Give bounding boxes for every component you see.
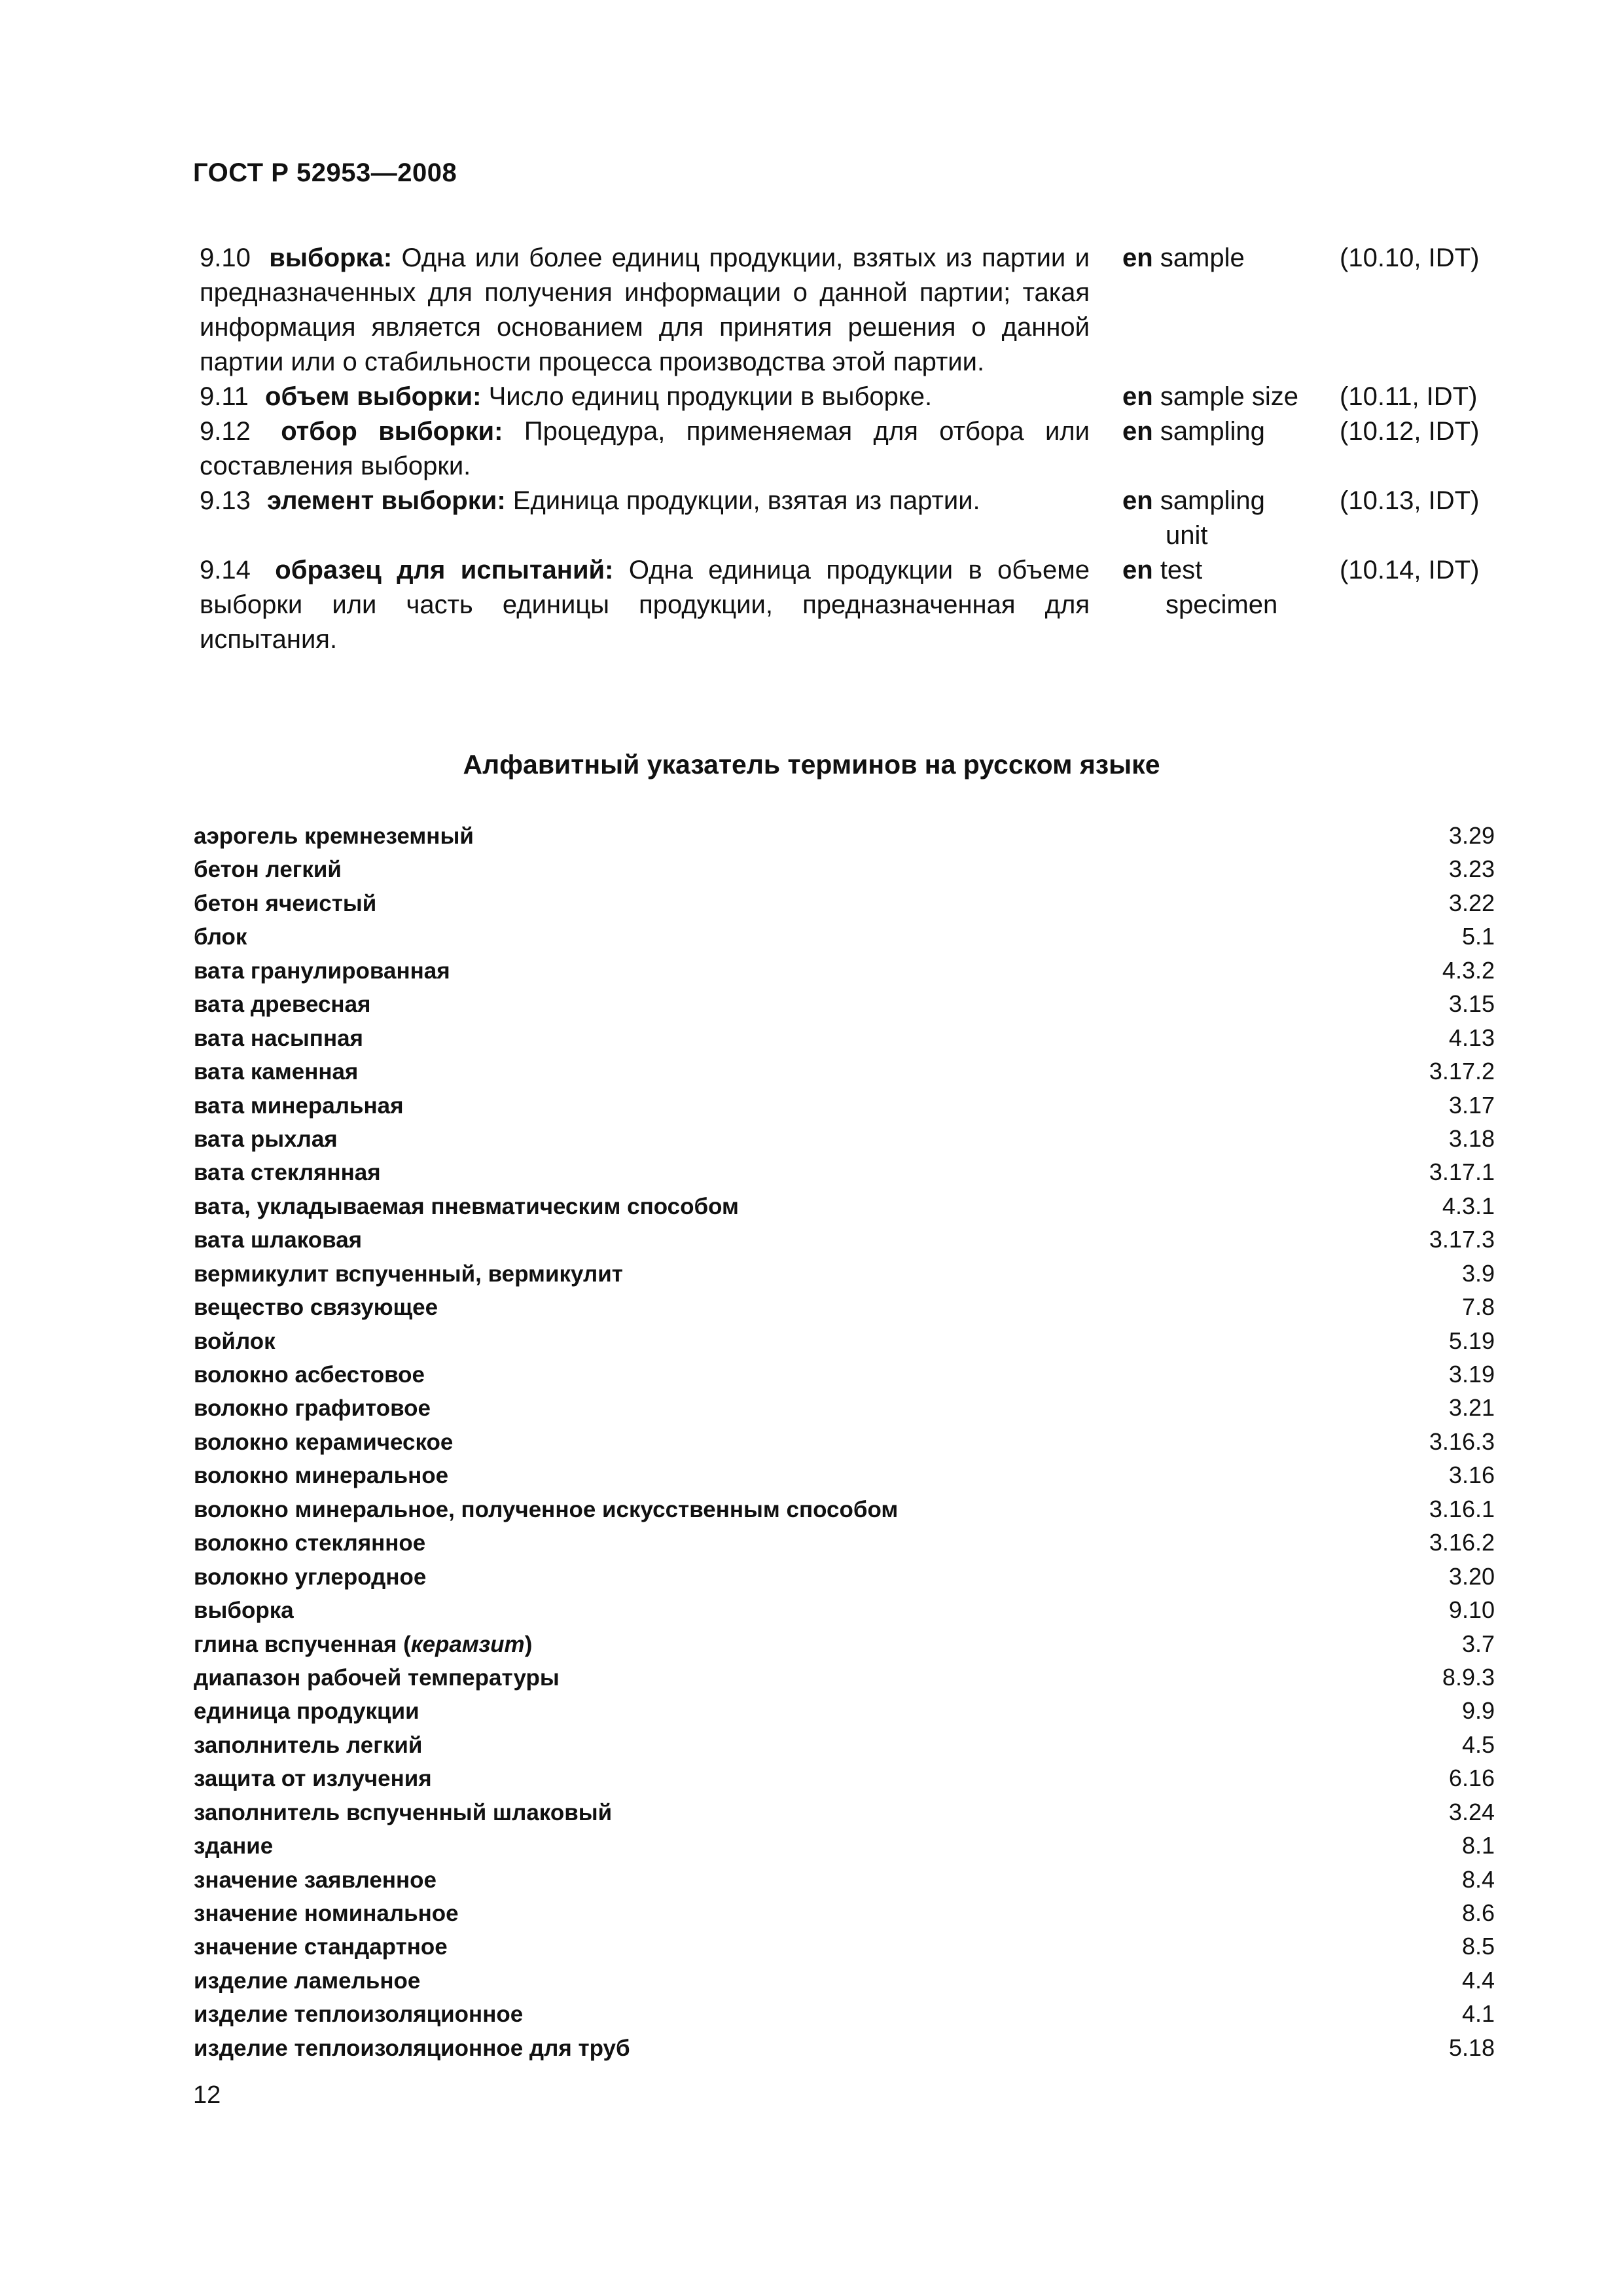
index-term: аэрогель кремнеземный xyxy=(194,823,474,849)
index-entry xyxy=(194,819,1495,852)
index-ref: 3.21 xyxy=(1448,1394,1495,1422)
index-term: заполнитель вспученный шлаковый xyxy=(194,1799,613,1825)
term-title: образец для испытаний: xyxy=(275,556,614,584)
term-reference: (10.11, IDT) xyxy=(1340,382,1478,411)
term-entry xyxy=(200,241,1499,380)
index-entry xyxy=(194,2031,1495,2064)
index-entry xyxy=(194,1761,1495,1795)
index-term: волокно углеродное xyxy=(194,1564,427,1590)
index-entry xyxy=(194,1593,1495,1626)
index-term: волокно минеральное xyxy=(194,1463,449,1489)
index-ref: 3.16 xyxy=(1448,1462,1495,1489)
index-entry xyxy=(194,1526,1495,1559)
index-term: здание xyxy=(194,1833,274,1859)
index-term-suffix: ) xyxy=(524,1631,533,1657)
term-entry xyxy=(200,484,1499,553)
index-ref: 8.5 xyxy=(1461,1933,1495,1960)
index-entry xyxy=(194,1896,1495,1929)
index-entry xyxy=(194,954,1495,987)
index-term: волокно асбестовое xyxy=(194,1362,425,1388)
index-ref: 3.24 xyxy=(1448,1798,1495,1825)
term-definition: Единица продукции, взятая из партии. xyxy=(512,486,980,515)
term-english xyxy=(1122,484,1319,553)
index-entry xyxy=(194,1929,1495,1963)
index-entry xyxy=(194,1863,1495,1896)
index-term: вермикулит вспученный, вермикулит xyxy=(194,1261,623,1287)
index-term: изделие теплоизоляционное xyxy=(194,2001,524,2028)
index-term-italic: керамзит xyxy=(410,1631,525,1657)
index-ref: 8.9.3 xyxy=(1442,1663,1495,1691)
index-term: волокно графитовое xyxy=(194,1395,431,1422)
index-ref: 6.16 xyxy=(1448,1765,1495,1792)
term-english xyxy=(1122,553,1319,622)
term-english-text-line2: specimen xyxy=(1166,590,1278,619)
index-entry xyxy=(194,1189,1495,1223)
index-term-composite xyxy=(194,1628,532,1661)
index-entry xyxy=(194,1088,1495,1122)
index-ref: 9.10 xyxy=(1448,1596,1495,1624)
term-title: объем выборки: xyxy=(265,382,482,411)
index-ref: 9.9 xyxy=(1461,1697,1495,1725)
index-term: вата гранулированная xyxy=(194,958,450,984)
lang-code: en xyxy=(1122,486,1153,515)
index-ref: 3.23 xyxy=(1448,855,1495,883)
index-term: бетон легкий xyxy=(194,857,342,883)
term-number: 9.14 xyxy=(200,556,251,584)
term-english xyxy=(1122,380,1319,414)
index-ref: 4.3.2 xyxy=(1442,956,1495,984)
index-ref: 4.13 xyxy=(1448,1024,1495,1051)
index-ref: 4.5 xyxy=(1461,1731,1495,1758)
term-english-text-line2: unit xyxy=(1166,521,1208,550)
index-title: Алфавитный указатель терминов на русском языке xyxy=(463,749,1160,780)
index-term: диапазон рабочей температуры xyxy=(194,1664,560,1691)
index-term: вата стеклянная xyxy=(194,1160,381,1186)
index-term: значение номинальное xyxy=(194,1901,459,1926)
index-entry xyxy=(194,1357,1495,1391)
term-title: выборка: xyxy=(269,243,393,272)
index-term: вата, укладываемая пневматическим способом xyxy=(194,1193,739,1219)
term-number: 9.10 xyxy=(200,243,251,272)
index-ref: 3.17.1 xyxy=(1429,1158,1495,1186)
index-entry xyxy=(194,852,1495,886)
term-entry xyxy=(200,380,1499,414)
index-ref: 4.4 xyxy=(1461,1966,1495,1994)
index-entry xyxy=(194,1122,1495,1155)
index-entry xyxy=(194,1694,1495,1727)
index-ref: 3.19 xyxy=(1448,1361,1495,1388)
index-entry xyxy=(194,1054,1495,1088)
index-entry xyxy=(194,1627,1495,1660)
term-definition: Одна единица продукции в объеме выборки или часть единицы продукции, предназначенная для испытания. xyxy=(200,556,1090,654)
term-reference: (10.14, IDT) xyxy=(1340,556,1480,584)
index-entry xyxy=(194,1492,1495,1526)
index-term: глина вспученная ( xyxy=(194,1631,411,1657)
index-ref: 5.19 xyxy=(1448,1327,1495,1354)
index-entry xyxy=(194,1021,1495,1054)
index-ref: 3.17.2 xyxy=(1429,1058,1495,1085)
index-entry xyxy=(194,1997,1495,2030)
index-entry xyxy=(194,1425,1495,1458)
index-term: значение заявленное xyxy=(194,1867,437,1893)
index-ref: 5.1 xyxy=(1461,923,1495,950)
term-english-text: sampling xyxy=(1160,417,1265,446)
index-ref: 3.16.1 xyxy=(1429,1495,1495,1522)
index-ref: 7.8 xyxy=(1461,1293,1495,1321)
index-ref: 3.16.2 xyxy=(1429,1529,1495,1556)
index-term: волокно стеклянное xyxy=(194,1530,426,1556)
terms-section xyxy=(200,241,1499,657)
index-term: изделие ламельное xyxy=(194,1967,421,1994)
index-entry xyxy=(194,1257,1495,1290)
lang-code: en xyxy=(1122,382,1153,411)
index-term: защита от излучения xyxy=(194,1766,432,1792)
lang-code: en xyxy=(1122,556,1153,584)
term-reference: (10.12, IDT) xyxy=(1340,417,1480,446)
term-english-text: sample xyxy=(1160,243,1245,272)
term-reference: (10.13, IDT) xyxy=(1340,486,1480,515)
term-definition: Число единиц продукции в выборке. xyxy=(488,382,933,411)
index-entry xyxy=(194,1964,1495,1997)
lang-code: en xyxy=(1122,243,1153,272)
term-definition: Процедура, применяемая для отбора или составления выборки. xyxy=(200,417,1090,480)
index-ref: 3.22 xyxy=(1448,889,1495,916)
lang-code: en xyxy=(1122,417,1153,446)
index-ref: 3.17.3 xyxy=(1429,1226,1495,1253)
index-entry xyxy=(194,886,1495,920)
index-ref: 3.17 xyxy=(1448,1091,1495,1119)
page-number: 12 xyxy=(193,2081,221,2109)
index-ref: 8.6 xyxy=(1461,1899,1495,1926)
index-term: волокно керамическое xyxy=(194,1429,454,1455)
index-entry xyxy=(194,1324,1495,1357)
index-ref: 4.3.1 xyxy=(1442,1192,1495,1219)
index-term: единица продукции xyxy=(194,1698,419,1725)
alphabetical-index xyxy=(194,819,1495,2064)
document-header: ГОСТ Р 52953—2008 xyxy=(193,158,457,187)
index-term: вата шлаковая xyxy=(194,1227,363,1253)
index-ref: 3.7 xyxy=(1461,1630,1495,1657)
term-english xyxy=(1122,414,1319,449)
index-ref: 3.20 xyxy=(1448,1562,1495,1590)
index-term: вата насыпная xyxy=(194,1025,363,1051)
index-term: выборка xyxy=(194,1598,294,1624)
index-term: заполнитель легкий xyxy=(194,1732,423,1758)
index-term: значение стандартное xyxy=(194,1934,448,1960)
index-term: войлок xyxy=(194,1328,276,1354)
term-title: элемент выборки: xyxy=(266,486,506,515)
index-term: вата древесная xyxy=(194,992,371,1018)
index-entry xyxy=(194,1560,1495,1593)
term-number: 9.11 xyxy=(200,382,249,411)
index-ref: 8.4 xyxy=(1461,1865,1495,1893)
index-entry xyxy=(194,1829,1495,1862)
term-number: 9.13 xyxy=(200,486,251,515)
term-definition: Одна или более единиц продукции, взятых из партии и предназначенных для получения информации о данной партии; такая информация является основанием для принятия решения о данной партии или о стабильности процесса производства этой партии. xyxy=(200,243,1090,376)
index-entry xyxy=(194,1290,1495,1323)
index-ref: 3.15 xyxy=(1448,990,1495,1018)
term-reference: (10.10, IDT) xyxy=(1340,243,1480,272)
index-term: вещество связующее xyxy=(194,1295,438,1321)
index-term: изделие теплоизоляционное для труб xyxy=(194,2035,630,2061)
index-ref: 8.1 xyxy=(1461,1832,1495,1859)
index-entry xyxy=(194,1458,1495,1492)
index-term: блок xyxy=(194,924,247,950)
index-ref: 3.29 xyxy=(1448,822,1495,849)
index-entry xyxy=(194,1223,1495,1256)
index-ref: 5.18 xyxy=(1448,2034,1495,2061)
index-ref: 3.16.3 xyxy=(1429,1427,1495,1455)
index-entry xyxy=(194,1391,1495,1424)
index-ref: 3.9 xyxy=(1461,1259,1495,1287)
index-entry xyxy=(194,1660,1495,1694)
index-entry xyxy=(194,1155,1495,1189)
index-term: вата каменная xyxy=(194,1059,359,1085)
term-entry xyxy=(200,553,1499,657)
index-ref: 3.18 xyxy=(1448,1124,1495,1152)
index-entry xyxy=(194,1795,1495,1829)
index-ref: 4.1 xyxy=(1461,2000,1495,2028)
index-term: волокно минеральное, полученное искусственным способом xyxy=(194,1496,899,1522)
index-entry xyxy=(194,920,1495,953)
index-term: вата минеральная xyxy=(194,1092,404,1119)
term-english-text: test xyxy=(1160,556,1203,584)
index-entry xyxy=(194,987,1495,1020)
term-title: отбор выборки: xyxy=(281,417,503,446)
term-english xyxy=(1122,241,1319,276)
index-term: вата рыхлая xyxy=(194,1126,338,1152)
term-english-text: sampling xyxy=(1160,486,1265,515)
index-term: бетон ячеистый xyxy=(194,890,377,916)
term-entry xyxy=(200,414,1499,484)
index-entry xyxy=(194,1728,1495,1761)
term-number: 9.12 xyxy=(200,417,251,446)
term-english-text: sample size xyxy=(1160,382,1299,411)
